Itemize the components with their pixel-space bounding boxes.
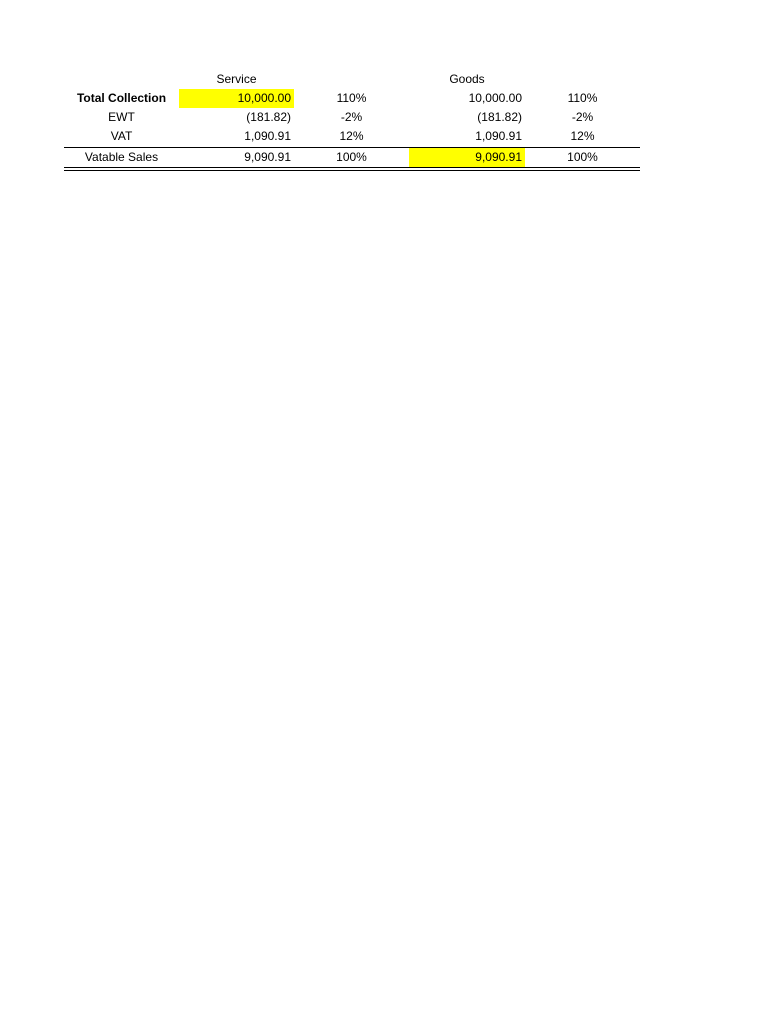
row-label-ewt: EWT xyxy=(108,110,135,124)
goods-vatable-sales-amount[interactable]: 9,090.91 xyxy=(409,148,525,167)
row-label-vatable-sales: Vatable Sales xyxy=(84,150,159,164)
service-total-collection-amount[interactable]: 10,000.00 xyxy=(179,89,294,108)
column-header-service: Service xyxy=(216,72,257,86)
service-total-collection-pct[interactable]: 110% xyxy=(336,91,367,105)
service-ewt-pct[interactable]: -2% xyxy=(340,110,363,124)
service-vatable-sales-pct[interactable]: 100% xyxy=(336,150,367,164)
goods-total-collection-pct[interactable]: 110% xyxy=(567,91,598,105)
column-header-goods: Goods xyxy=(449,72,485,86)
goods-ewt-amount[interactable]: (181.82) xyxy=(477,110,522,124)
service-vatable-sales-amount[interactable]: 9,090.91 xyxy=(244,150,291,164)
goods-total-collection-amount[interactable]: 10,000.00 xyxy=(468,91,522,105)
service-vat-pct[interactable]: 12% xyxy=(339,129,364,143)
goods-vatable-sales-pct[interactable]: 100% xyxy=(567,150,598,164)
row-label-vat: VAT xyxy=(110,129,133,143)
service-vat-amount[interactable]: 1,090.91 xyxy=(244,129,291,143)
service-ewt-amount[interactable]: (181.82) xyxy=(246,110,291,124)
total-row-double-underline xyxy=(64,167,640,171)
goods-vat-amount[interactable]: 1,090.91 xyxy=(475,129,522,143)
goods-vat-pct[interactable]: 12% xyxy=(570,129,595,143)
goods-ewt-pct[interactable]: -2% xyxy=(571,110,594,124)
row-label-total-collection: Total Collection xyxy=(76,91,167,105)
